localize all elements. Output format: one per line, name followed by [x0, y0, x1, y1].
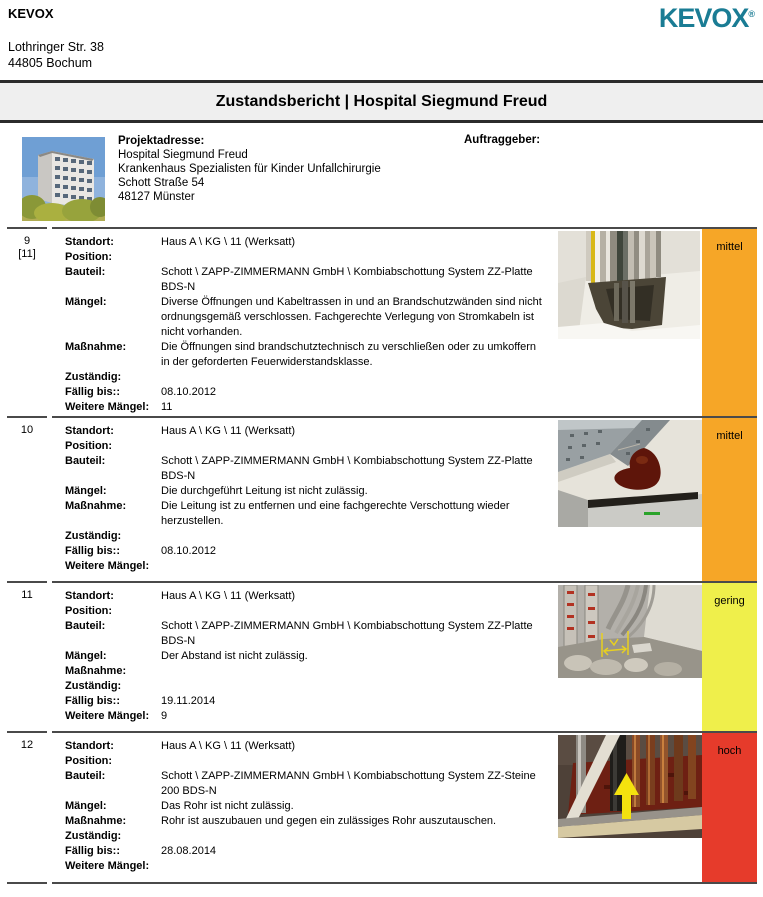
field-value — [161, 439, 547, 454]
field-value: Diverse Öffnungen und Kabeltrassen in und an Brandschutzwänden sind nicht ordnungsgemäß verschlossen. Fachgerechte Verlegung von Stromkabeln ist nicht vorhanden. — [161, 296, 542, 338]
project-address-line-3: Schott Straße 54 — [118, 177, 205, 189]
field-value: Haus A \ KG \ 11 (Werksatt) — [161, 590, 296, 602]
field-weitere-maengel — [65, 859, 547, 874]
field-value — [161, 370, 547, 385]
defect-photo — [558, 585, 702, 678]
field-label: Zuständig: — [65, 371, 122, 383]
field-label: Mängel: — [65, 800, 107, 812]
field-faellig-bis — [65, 694, 547, 709]
field-maengel — [65, 484, 547, 499]
field-standort — [65, 424, 547, 439]
field-bauteil — [65, 769, 547, 799]
project-address-label: Projektadresse: — [118, 135, 205, 147]
field-value: Haus A \ KG \ 11 (Werksatt) — [161, 740, 296, 752]
field-bauteil — [65, 619, 547, 649]
client-label: Auftraggeber: — [464, 134, 541, 146]
company-name: KEVOX — [8, 6, 54, 21]
address-line-2: 44805 Bochum — [8, 56, 93, 70]
field-standort — [65, 589, 547, 604]
field-label: Maßnahme: — [65, 500, 127, 512]
entry-id: 9 — [23, 235, 31, 247]
field-massnahme — [65, 814, 547, 829]
entry-id: 12 — [20, 739, 34, 751]
severity-label: mittel — [716, 430, 743, 442]
field-value: Die Leitung ist zu entfernen und eine fachgerechte Verschottung wieder herzustellen. — [161, 500, 510, 527]
field-value — [161, 250, 547, 265]
field-zustaendig — [65, 370, 547, 385]
field-label: Standort: — [65, 425, 114, 437]
bottom-rule — [7, 882, 757, 884]
field-value: 08.10.2012 — [161, 545, 217, 557]
report-header — [0, 0, 763, 80]
field-standort — [65, 235, 547, 250]
field-value — [161, 604, 547, 619]
defect-entry-9 — [7, 227, 757, 416]
entry-fields — [52, 583, 558, 731]
defect-photo — [558, 420, 702, 527]
defect-entries — [7, 227, 757, 884]
field-value — [161, 559, 547, 574]
entry-sub-id: [11] — [18, 248, 36, 260]
entry-id: 11 — [21, 589, 33, 601]
field-label: Mängel: — [65, 650, 107, 662]
entry-number-cell — [7, 416, 47, 581]
field-zustaendig — [65, 679, 547, 694]
field-label: Bauteil: — [65, 266, 106, 278]
field-maengel — [65, 649, 547, 664]
bottom-rule-right — [52, 882, 757, 884]
field-position — [65, 604, 547, 619]
field-label: Fällig bis:: — [65, 386, 120, 398]
field-value: 28.08.2014 — [161, 845, 217, 857]
field-maengel — [65, 799, 547, 814]
field-label: Standort: — [65, 590, 114, 602]
defect-entry-10 — [7, 416, 757, 581]
bottom-rule-left — [7, 882, 47, 884]
field-standort — [65, 739, 547, 754]
field-maengel — [65, 295, 547, 340]
field-label: Fällig bis:: — [65, 845, 120, 857]
kevox-logo-text: KEVOX — [658, 3, 749, 33]
severity-badge — [702, 583, 757, 731]
entry-number-cell — [7, 581, 47, 731]
building-photo — [22, 137, 105, 221]
field-label: Zuständig: — [65, 680, 122, 692]
defect-photo — [558, 735, 702, 838]
defect-entry-12 — [7, 731, 757, 882]
project-address-line-4: 48127 Münster — [118, 191, 195, 203]
severity-badge — [702, 229, 757, 416]
field-value: 19.11.2014 — [161, 695, 216, 707]
field-value: 11 — [161, 401, 173, 413]
field-label: Weitere Mängel: — [65, 860, 150, 872]
field-label: Position: — [65, 440, 113, 452]
address-line-1: Lothringer Str. 38 — [8, 40, 104, 54]
entry-fields — [52, 418, 558, 581]
field-weitere-maengel — [65, 709, 547, 724]
field-position — [65, 754, 547, 769]
severity-badge — [702, 418, 757, 581]
field-position — [65, 250, 547, 265]
field-label: Mängel: — [65, 296, 107, 308]
field-value: Rohr ist auszubauen und gegen ein zulässiges Rohr auszutauschen. — [161, 815, 497, 827]
entry-content — [52, 581, 757, 731]
severity-label: gering — [714, 595, 745, 607]
entry-content — [52, 227, 757, 416]
defect-photo — [558, 231, 700, 339]
kevox-logo — [659, 3, 755, 34]
entry-photo-column — [558, 733, 702, 882]
entry-photo-column — [558, 583, 702, 731]
field-massnahme — [65, 340, 547, 370]
field-value — [161, 829, 547, 844]
severity-badge — [702, 733, 757, 882]
defect-entry-11 — [7, 581, 757, 731]
field-faellig-bis — [65, 385, 547, 400]
field-label: Maßnahme: — [65, 665, 127, 677]
field-value: Haus A \ KG \ 11 (Werksatt) — [161, 236, 296, 248]
field-label: Fällig bis:: — [65, 695, 120, 707]
field-position — [65, 439, 547, 454]
field-label: Maßnahme: — [65, 815, 127, 827]
field-massnahme — [65, 499, 547, 529]
field-bauteil — [65, 265, 547, 295]
field-weitere-maengel — [65, 559, 547, 574]
field-label: Zuständig: — [65, 830, 122, 842]
field-label: Bauteil: — [65, 620, 106, 632]
field-value — [161, 679, 547, 694]
field-label: Standort: — [65, 740, 114, 752]
field-faellig-bis — [65, 844, 547, 859]
field-value: Schott \ ZAPP-ZIMMERMANN GmbH \ Kombiabschottung System ZZ-Platte BDS-N — [161, 455, 533, 482]
entry-photo-column — [558, 229, 702, 416]
title-bar — [0, 80, 763, 123]
field-value: 9 — [161, 710, 168, 722]
field-label: Bauteil: — [65, 455, 106, 467]
field-value: Schott \ ZAPP-ZIMMERMANN GmbH \ Kombiabschottung System ZZ-Platte BDS-N — [161, 266, 533, 293]
field-value — [161, 859, 547, 874]
page-title: Zustandsbericht | Hospital Siegmund Freud — [215, 92, 548, 110]
field-value — [161, 529, 547, 544]
project-section — [0, 123, 763, 227]
field-value: Die durchgeführt Leitung ist nicht zulässig. — [161, 485, 368, 497]
entry-content — [52, 416, 757, 581]
project-address-line-1: Hospital Siegmund Freud — [118, 149, 248, 161]
severity-label: mittel — [716, 241, 743, 253]
entry-content — [52, 731, 757, 882]
field-value — [161, 664, 547, 679]
company-address — [8, 39, 104, 71]
severity-label: hoch — [717, 745, 742, 757]
field-bauteil — [65, 454, 547, 484]
field-label: Weitere Mängel: — [65, 560, 150, 572]
field-label: Maßnahme: — [65, 341, 127, 353]
project-address-block — [118, 134, 381, 204]
field-label: Fällig bis:: — [65, 545, 120, 557]
entry-number-cell — [7, 731, 47, 882]
field-value — [161, 754, 547, 769]
field-faellig-bis — [65, 544, 547, 559]
entry-number-cell — [7, 227, 47, 416]
field-label: Zuständig: — [65, 530, 122, 542]
field-value: Das Rohr ist nicht zulässig. — [161, 800, 294, 812]
field-value: Schott \ ZAPP-ZIMMERMANN GmbH \ Kombiabschottung System ZZ-Steine 200 BDS-N — [161, 770, 536, 797]
field-value: Haus A \ KG \ 11 (Werksatt) — [161, 425, 296, 437]
registered-mark-icon: ® — [748, 9, 755, 19]
project-address-line-2: Krankenhaus Spezialisten für Kinder Unfallchirurgie — [118, 163, 381, 175]
entry-fields — [52, 229, 558, 416]
field-weitere-maengel — [65, 400, 547, 415]
field-label: Mängel: — [65, 485, 107, 497]
field-value: 08.10.2012 — [161, 386, 217, 398]
field-label: Weitere Mängel: — [65, 401, 150, 413]
entry-fields — [52, 733, 558, 882]
field-label: Position: — [65, 755, 113, 767]
field-label: Position: — [65, 251, 113, 263]
field-label: Bauteil: — [65, 770, 106, 782]
field-zustaendig — [65, 829, 547, 844]
field-label: Standort: — [65, 236, 114, 248]
entry-id: 10 — [20, 424, 34, 436]
field-value: Die Öffnungen sind brandschutztechnisch zu verschließen oder zu umkoffern in der geforderten Feuerwiderstandsklasse. — [161, 341, 537, 368]
field-label: Weitere Mängel: — [65, 710, 150, 722]
field-zustaendig — [65, 529, 547, 544]
field-massnahme — [65, 664, 547, 679]
field-label: Position: — [65, 605, 113, 617]
entry-photo-column — [558, 418, 702, 581]
field-value: Der Abstand ist nicht zulässig. — [161, 650, 308, 662]
field-value: Schott \ ZAPP-ZIMMERMANN GmbH \ Kombiabschottung System ZZ-Platte BDS-N — [161, 620, 533, 647]
